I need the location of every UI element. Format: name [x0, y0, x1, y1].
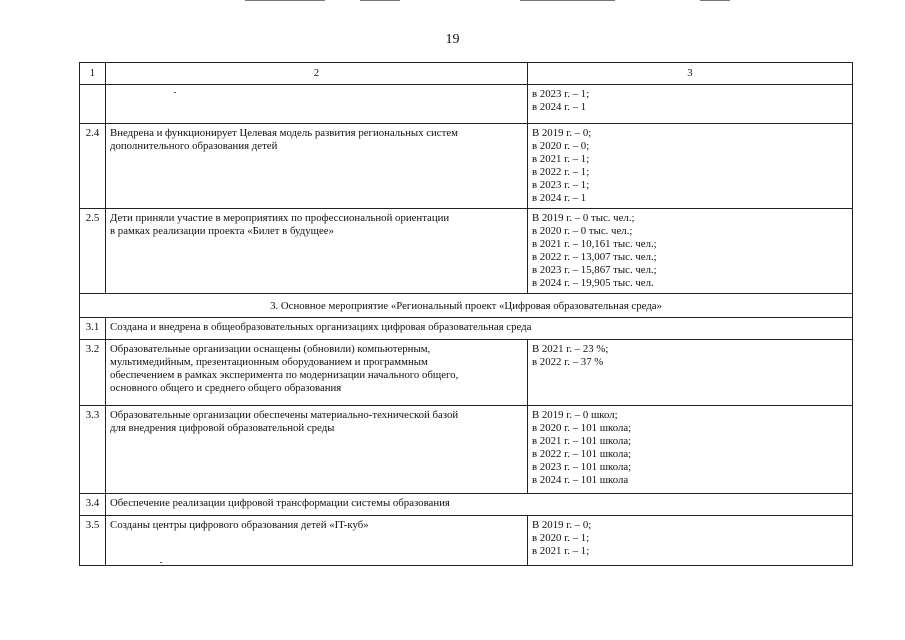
description-line: Образовательные организации оснащены (обновили) компьютерным, — [110, 343, 431, 355]
description-line: Образовательные организации обеспечены материально-технической базой — [110, 409, 459, 421]
page-number: 19 — [445, 32, 460, 47]
value-line: в 2022 г. – 101 школа; — [532, 448, 632, 460]
row-values — [528, 124, 853, 209]
section-title: 3. Основное мероприятие «Региональный проект «Цифровая образовательная среда» — [80, 294, 853, 318]
value-line: в 2020 г. – 1; — [532, 532, 590, 544]
value-line: в 2023 г. – 1; — [532, 88, 590, 100]
document-table — [79, 62, 853, 566]
scan-speck — [174, 92, 176, 93]
value-line: В 2019 г. – 0 тыс. чел.; — [532, 212, 635, 224]
value-line: в 2022 г. – 37 % — [532, 356, 604, 368]
value-line: в 2022 г. – 1; — [532, 166, 590, 178]
table-row — [80, 406, 853, 494]
table-row — [80, 494, 853, 516]
row-number: 3.5 — [80, 516, 106, 566]
row-values — [528, 209, 853, 294]
value-line: в 2021 г. – 101 школа; — [532, 435, 632, 447]
description-line: для внедрения цифровой образовательной среды — [110, 422, 335, 434]
row-description — [106, 340, 528, 406]
row-values — [528, 406, 853, 494]
description-line: Дети приняли участие в мероприятиях по профессиональной ориентации — [110, 212, 450, 224]
value-line: в 2024 г. – 19,905 тыс. чел. — [532, 277, 654, 289]
description-line: дополнительного образования детей — [110, 140, 278, 152]
scan-artifact — [700, 0, 730, 1]
table-row — [80, 516, 853, 566]
description-line: в рамках реализации проекта «Билет в будущее» — [110, 225, 334, 237]
value-line: в 2024 г. – 1 — [532, 192, 587, 204]
row-description — [106, 406, 528, 494]
column-header: 3 — [528, 63, 853, 85]
table-row — [80, 340, 853, 406]
row-values — [528, 340, 853, 406]
value-line: в 2024 г. – 101 школа — [532, 474, 629, 486]
row-description — [106, 85, 528, 124]
description-line: мультимедийным, презентационным оборудованием и программным — [110, 356, 428, 368]
scan-artifact — [360, 0, 400, 1]
row-number: 3.2 — [80, 340, 106, 406]
value-line: в 2023 г. – 101 школа; — [532, 461, 632, 473]
description-line: Внедрена и функционирует Целевая модель развития региональных систем — [110, 127, 458, 139]
row-values — [528, 516, 853, 566]
row-number: 3.4 — [80, 494, 106, 516]
column-header: 1 — [80, 63, 106, 85]
scan-artifact — [245, 0, 325, 1]
table-header-row — [80, 63, 853, 85]
row-description: Создана и внедрена в общеобразовательных организациях цифровая образовательная среда — [106, 318, 853, 340]
scan-artifact — [520, 0, 615, 1]
description-line: обеспечением в рамках эксперимента по модернизации начального общего, — [110, 369, 459, 381]
value-line: в 2024 г. – 1 — [532, 101, 587, 113]
value-line: в 2021 г. – 10,161 тыс. чел.; — [532, 238, 657, 250]
value-line: в 2023 г. – 1; — [532, 179, 590, 191]
table-row — [80, 318, 853, 340]
value-line: В 2019 г. – 0; — [532, 127, 592, 139]
row-number: 3.3 — [80, 406, 106, 494]
row-number: 2.5 — [80, 209, 106, 294]
value-line: в 2023 г. – 15,867 тыс. чел.; — [532, 264, 657, 276]
value-line: в 2021 г. – 1; — [532, 545, 590, 557]
column-header: 2 — [106, 63, 528, 85]
value-line: в 2021 г. – 1; — [532, 153, 590, 165]
table-row — [80, 124, 853, 209]
row-description — [106, 209, 528, 294]
table-row — [80, 85, 853, 124]
table-row — [80, 209, 853, 294]
row-description: Обеспечение реализации цифровой трансформации системы образования — [106, 494, 853, 516]
description-line: основного общего и среднего общего образования — [110, 382, 342, 394]
row-number — [80, 85, 106, 124]
value-line: В 2019 г. – 0; — [532, 519, 592, 531]
description-line: Созданы центры цифрового образования детей «IT-куб» — [110, 519, 369, 531]
row-values — [528, 85, 853, 124]
value-line: В 2021 г. – 23 %; — [532, 343, 609, 355]
value-line: в 2022 г. – 13,007 тыс. чел.; — [532, 251, 657, 263]
row-number: 3.1 — [80, 318, 106, 340]
section-heading-row — [80, 294, 853, 318]
row-description — [106, 124, 528, 209]
value-line: в 2020 г. – 0; — [532, 140, 590, 152]
value-line: В 2019 г. – 0 школ; — [532, 409, 618, 421]
value-line: в 2020 г. – 0 тыс. чел.; — [532, 225, 633, 237]
row-number: 2.4 — [80, 124, 106, 209]
scan-speck — [160, 562, 162, 563]
row-description — [106, 516, 528, 566]
value-line: в 2020 г. – 101 школа; — [532, 422, 632, 434]
